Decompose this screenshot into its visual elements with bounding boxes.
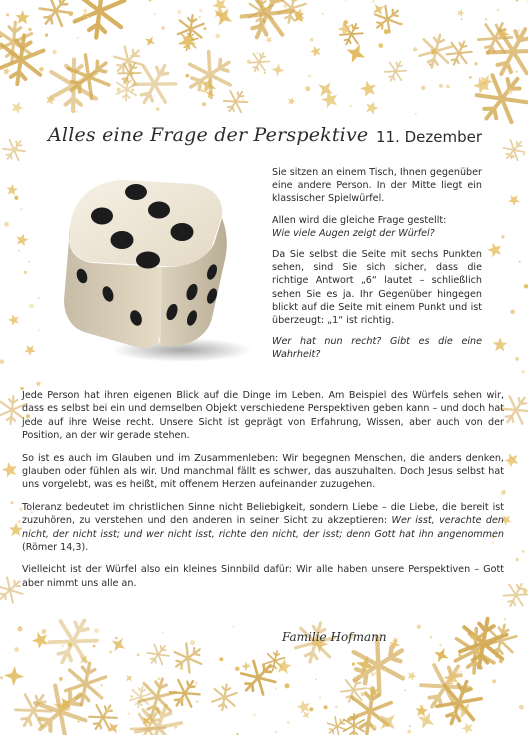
dice-question: Wie viele Augen zeigt der Würfel? <box>272 227 435 239</box>
body-paragraph-4: Vielleicht ist der Würfel also ein kleines Sinnbild dafür: Wir alle haben unsere Perspektiven – Gott aber nimmt uns alle an. <box>22 564 504 589</box>
signature: Familie Hofmann <box>282 630 387 644</box>
intro-paragraph-3: Da Sie selbst die Seite mit sechs Punkten sehen, sind Sie sich sicher, dass die richtige Antwort „6“ lautet – schließlich sehen Sie es ja. Ihr Gegenüber hingegen blickt auf die Seite mit einem Punkt und ist überzeugt: „1“ ist richtig. <box>272 249 482 327</box>
body-paragraph-3 <box>22 501 504 555</box>
intro-paragraph-1: Sie sitzen an einem Tisch, Ihnen gegenüber eine andere Person. In der Mitte liegt ein klassischer Spielwürfel. <box>272 167 482 205</box>
tolerance-lead: Toleranz bedeutet im christlichen Sinne nicht Beliebigkeit, sondern Liebe – die Liebe, die bereit ist zuzuhören, zu verstehen und den anderen in seiner Sicht zu akzeptieren: <box>22 501 504 527</box>
bible-quote: Wer isst, verachte den nicht, der nicht isst; und wer nicht isst, richte den nicht, der isst; denn Gott hat ihn angenommen <box>22 515 504 540</box>
bible-reference: (Römer 14,3). <box>22 542 89 554</box>
page-title: Alles eine Frage der Perspektive <box>48 124 369 146</box>
main-text <box>22 389 504 599</box>
dice-illustration <box>52 168 252 368</box>
intro-column <box>272 166 482 370</box>
intro-paragraph-2 <box>272 214 482 240</box>
date-label: 11. Dezember <box>375 128 482 146</box>
question-lead: Allen wird die gleiche Frage gestellt: <box>272 214 447 226</box>
body-paragraph-1: Jede Person hat ihren eigenen Blick auf die Dinge im Leben. Am Beispiel des Würfels sehen wir, dass es selbst bei ein und demselben Objekt verschiedene Perspektiven geben kann – und doch hat jede auf ihre Weise recht. Unsere Sicht ist geprägt von Erfahrung, Wissen, aber auch von der Position, an der wir gerade stehen. <box>22 390 504 442</box>
body-paragraph-2: So ist es auch im Glauben und im Zusammenleben: Wir begegnen Menschen, die anders denken, glauben oder fühlen als wir. Und manchmal fällt es schwer, das auszuhalten. Doch Jesus selbst hat uns vorgelebt, was es heißt, mit offenem Herzen aufeinander zuzugehen. <box>22 452 504 491</box>
truth-question: Wer hat nun recht? Gibt es die eine Wahrheit? <box>272 336 482 361</box>
